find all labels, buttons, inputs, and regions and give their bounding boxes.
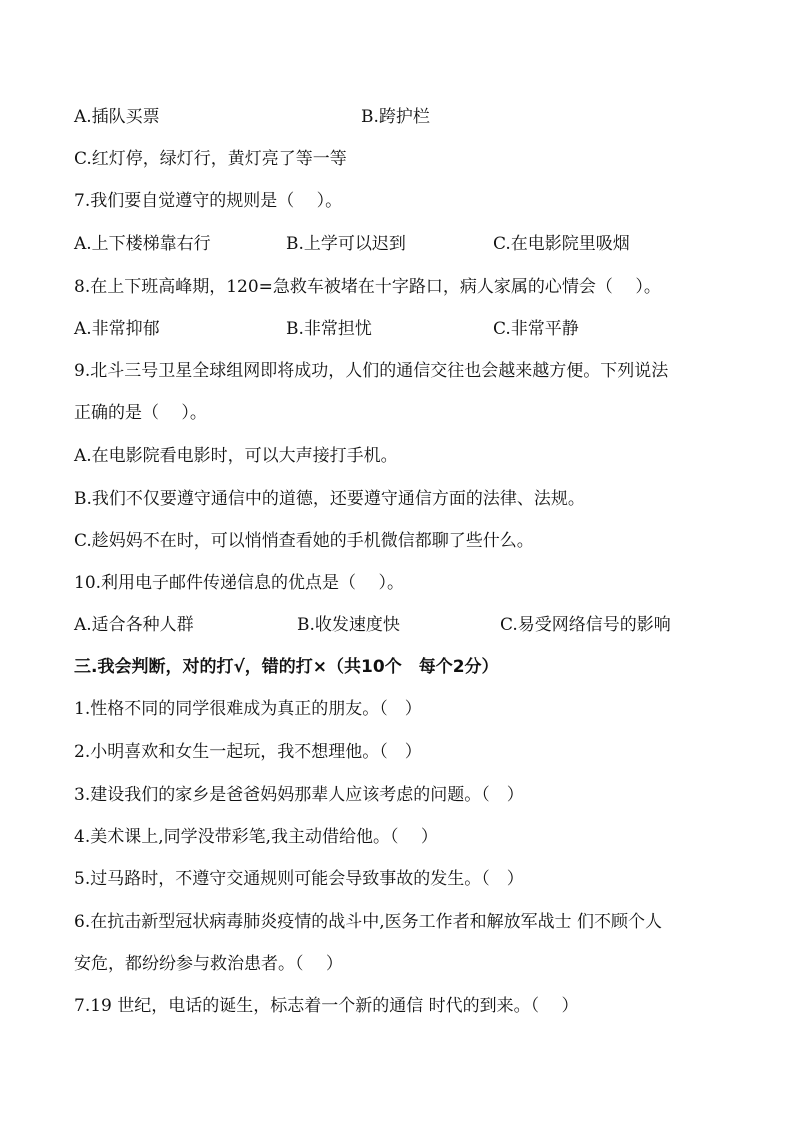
judge-item-6-line2: 安危，都纷纷参与救治患者。（ ） (74, 954, 343, 974)
q10-option-b: B.收发速度快 (297, 615, 400, 635)
q8-option-c: C.非常平静 (493, 319, 579, 339)
q9-option-a: A.在电影院看电影时，可以大声接打手机。 (74, 446, 398, 466)
judge-item-2: 2.小明喜欢和女生一起玩，我不想理他。（ ） (74, 742, 422, 762)
q10-option-a: A.适合各种人群 (74, 615, 194, 635)
q9-option-b: B.我们不仅要遵守通信中的道德，还要遵守通信方面的法律、法规。 (74, 489, 585, 509)
q6-option-c: C.红灯停，绿灯行，黄灯亮了等一等 (74, 149, 347, 169)
q6-option-a: A.插队买票 (74, 107, 160, 127)
judge-item-5: 5.过马路时，不遵守交通规则可能会导致事故的发生。（ ） (74, 869, 524, 889)
q7-option-a: A.上下楼梯靠右行 (74, 234, 211, 254)
q9-option-c: C.趁妈妈不在时，可以悄悄查看她的手机微信都聊了些什么。 (74, 531, 534, 551)
judge-item-6-line1: 6.在抗击新型冠状病毒肺炎疫情的战斗中,医务工作者和解放军战士 们不顾个人 (74, 912, 663, 932)
section3-heading: 三.我会判断，对的打√，错的打×（共10个 每个2分） (74, 657, 499, 677)
judge-item-1: 1.性格不同的同学很难成为真正的朋友。（ ） (74, 699, 422, 719)
judge-item-3: 3.建设我们的家乡是爸爸妈妈那辈人应该考虑的问题。（ ） (74, 785, 524, 805)
judge-item-7: 7.19 世纪，电话的诞生，标志着一个新的通信 时代的到来。（ ） (74, 996, 579, 1016)
q9-stem-line2: 正确的是（ ）。 (74, 403, 207, 423)
q8-option-a: A.非常抑郁 (74, 319, 160, 339)
q8-stem: 8.在上下班高峰期，120=急救车被堵在十字路口，病人家属的心情会（ ）。 (74, 277, 661, 297)
q8-option-b: B.非常担忧 (286, 319, 372, 339)
q10-stem: 10.利用电子邮件传递信息的优点是（ ）。 (74, 573, 404, 593)
q7-option-b: B.上学可以迟到 (286, 234, 406, 254)
q7-stem: 7.我们要自觉遵守的规则是（ ）。 (74, 191, 343, 211)
q6-option-b: B.跨护栏 (361, 107, 430, 127)
q7-option-c: C.在电影院里吸烟 (493, 234, 630, 254)
judge-item-4: 4.美术课上,同学没带彩笔,我主动借给他。（ ） (74, 827, 438, 847)
q10-option-c: C.易受网络信号的影响 (500, 615, 671, 635)
q9-stem-line1: 9.北斗三号卫星全球组网即将成功，人们的通信交往也会越来越方便。下列说法 (74, 361, 669, 381)
